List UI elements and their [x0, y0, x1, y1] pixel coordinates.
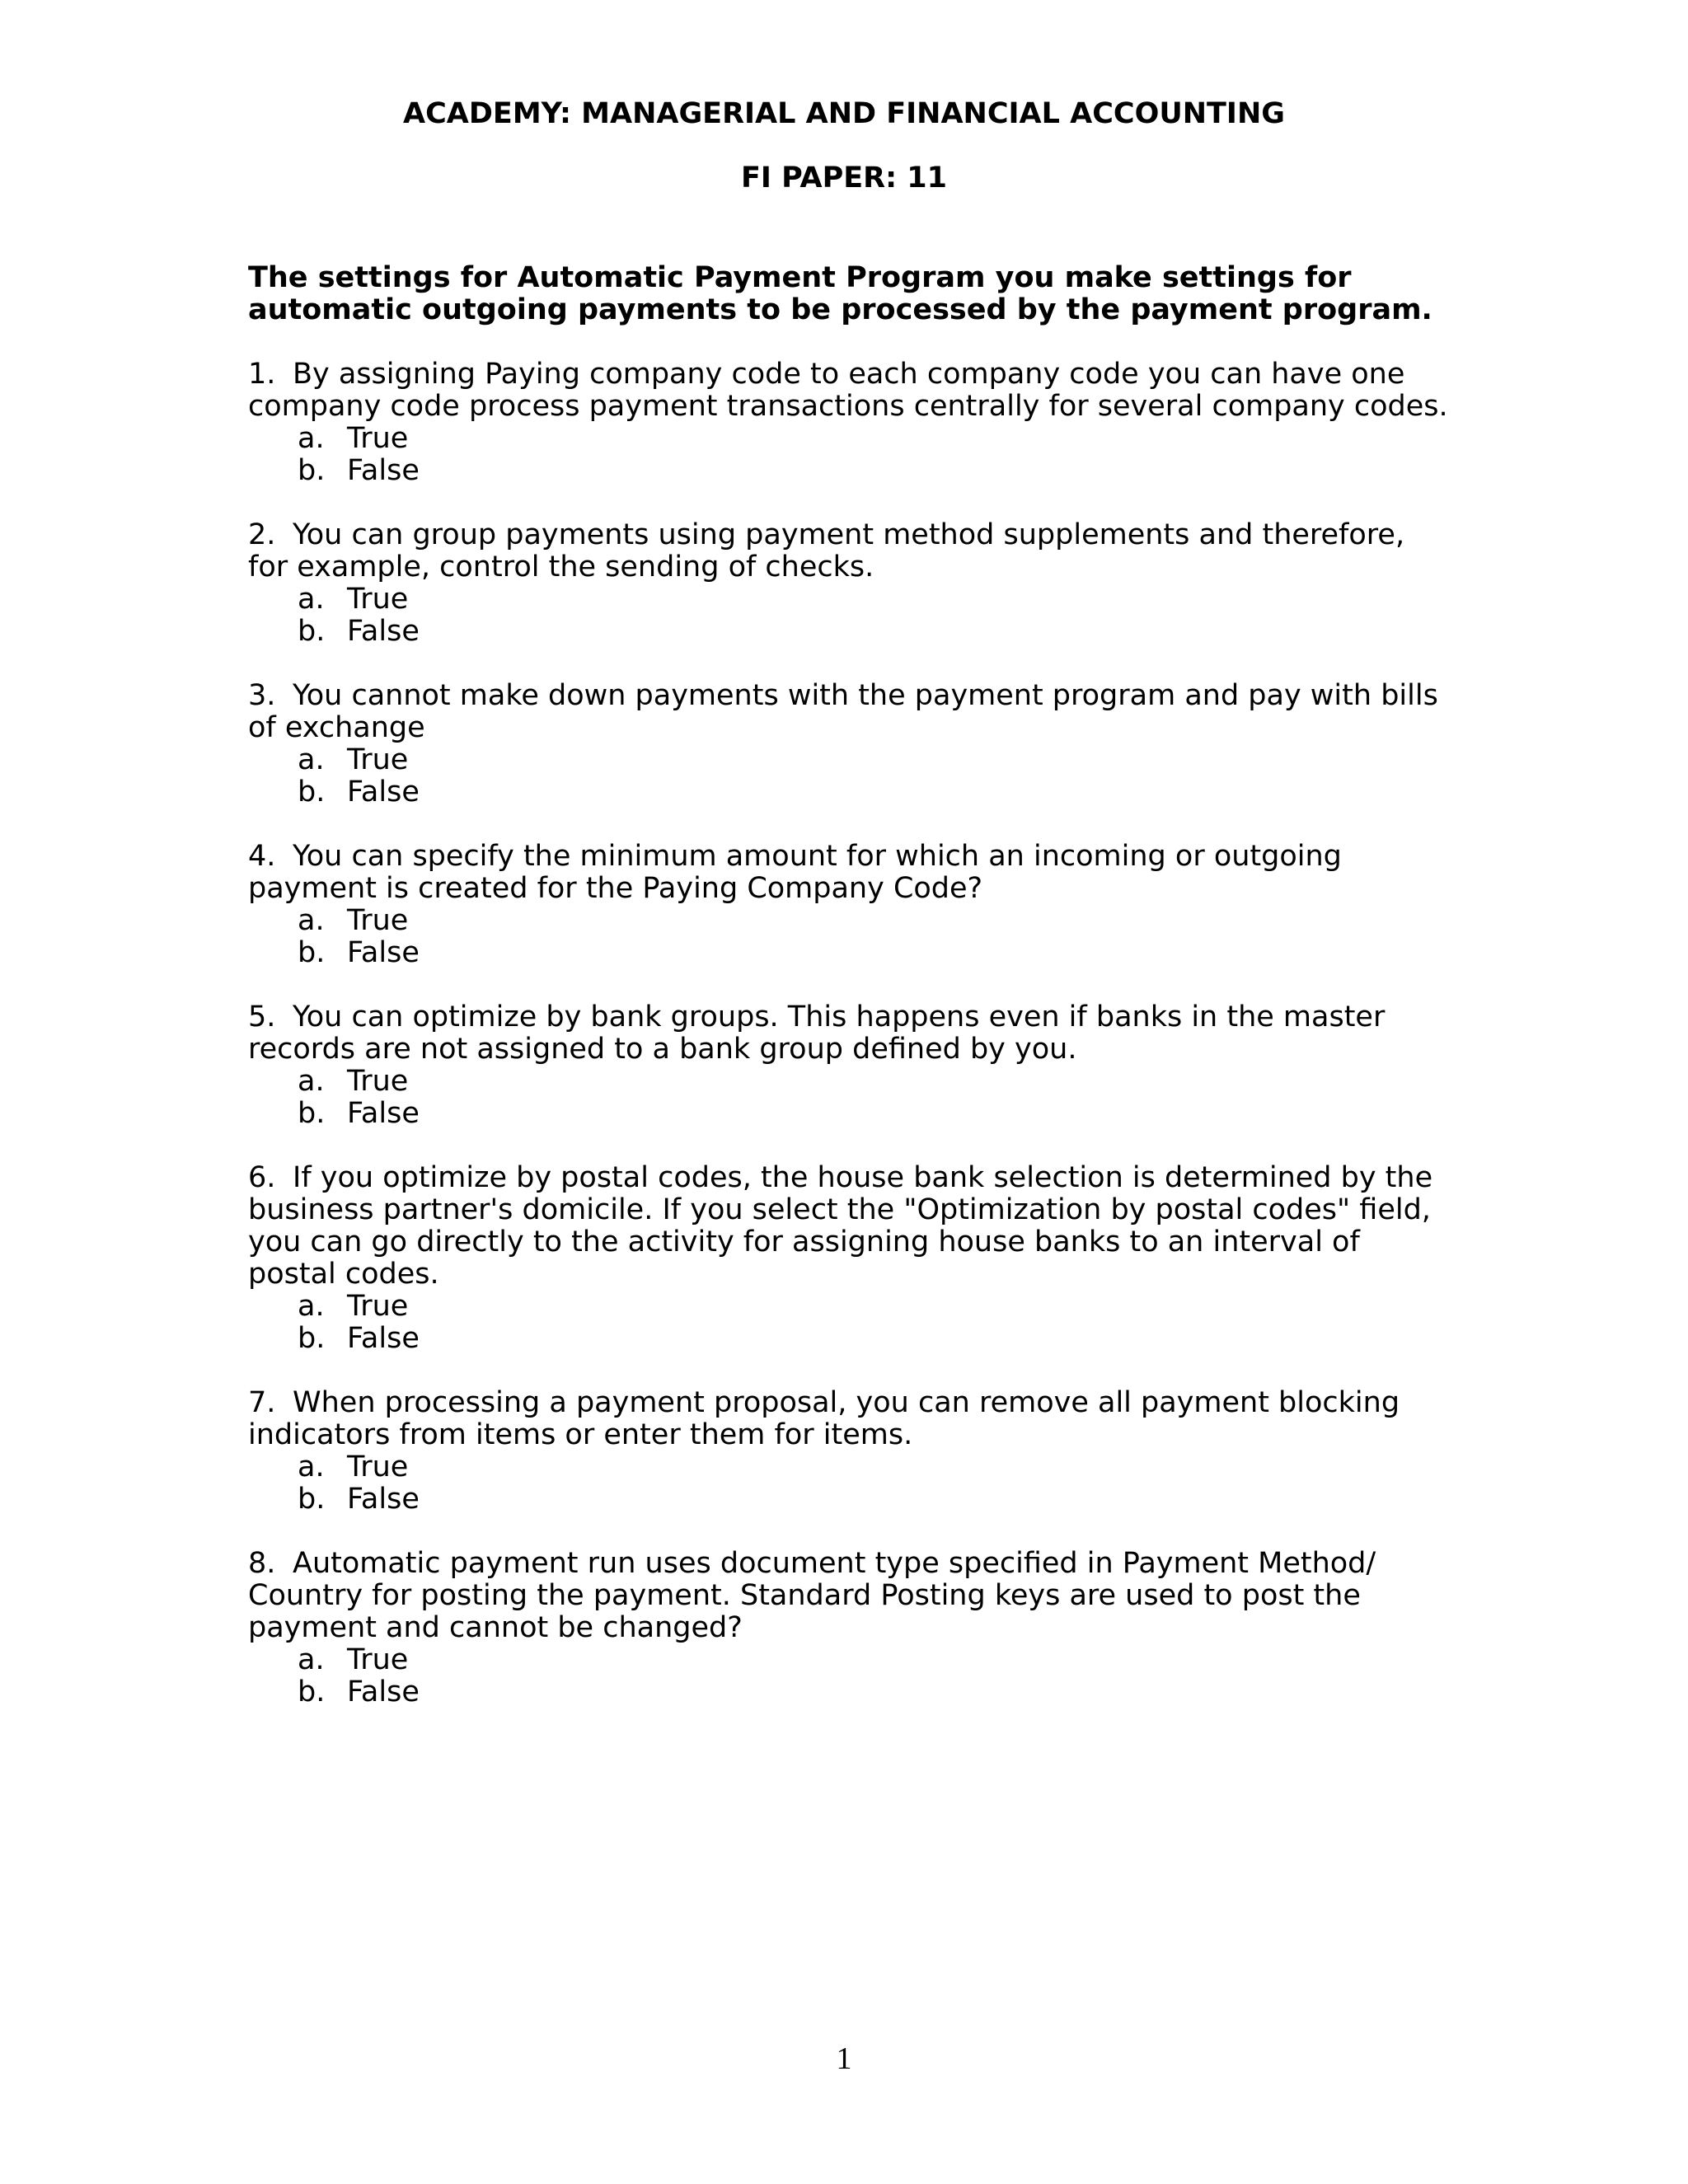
option-label: False [347, 1322, 420, 1355]
document-body [248, 262, 1451, 1741]
question-number: 7. [248, 1386, 276, 1419]
question-number: 3. [248, 679, 276, 712]
answer-option [298, 583, 1451, 616]
question-statement: By assigning Paying company code to each company code you can have one company code process payment transactions centrally for several company codes. [248, 358, 1448, 423]
answer-options [248, 1291, 1451, 1355]
option-label: True [347, 1643, 409, 1676]
option-letter: b. [298, 1322, 326, 1355]
option-letter: b. [298, 615, 326, 648]
option-label: False [347, 1097, 420, 1130]
question-item [248, 680, 1451, 808]
option-letter: b. [298, 1097, 326, 1130]
question-statement: You can group payments using payment method supplements and therefore, for example, control the sending of checks. [248, 518, 1405, 583]
answer-option [298, 1644, 1451, 1676]
question-number: 5. [248, 1001, 276, 1033]
question-text [248, 359, 1451, 423]
question-item [248, 519, 1451, 648]
paper-number: FI PAPER: 11 [740, 162, 948, 194]
option-label: True [347, 904, 409, 937]
option-label: True [347, 422, 409, 455]
intro-paragraph: The settings for Automatic Payment Program you make settings for automatic outgoing payments to be processed by the payment program. [248, 261, 1432, 326]
question-text [248, 1548, 1451, 1644]
option-letter: a. [298, 743, 325, 776]
answer-option [298, 744, 1451, 776]
answer-options [248, 423, 1451, 487]
answer-option [298, 455, 1451, 487]
document-title: ACADEMY: MANAGERIAL AND FINANCIAL ACCOUNTING [403, 97, 1285, 130]
option-letter: a. [298, 422, 325, 455]
question-list [248, 359, 1451, 1708]
option-letter: b. [298, 776, 326, 808]
option-label: True [347, 743, 409, 776]
page-number: 1 [836, 2041, 852, 2076]
answer-option [298, 1098, 1451, 1130]
option-letter: a. [298, 1451, 325, 1483]
option-letter: a. [298, 1290, 325, 1323]
question-statement: Automatic payment run uses document type specified in Payment Method/ Country for posting the payment. Standard Posting keys are used to post the payment and cannot be changed? [248, 1547, 1376, 1644]
option-label: False [347, 1675, 420, 1708]
answer-option [298, 616, 1451, 648]
question-item [248, 1001, 1451, 1130]
question-text [248, 1387, 1451, 1451]
answer-options [248, 583, 1451, 648]
option-label: True [347, 1290, 409, 1323]
answer-option [298, 423, 1451, 455]
option-letter: b. [298, 1675, 326, 1708]
question-number: 6. [248, 1161, 276, 1194]
option-letter: a. [298, 583, 325, 616]
option-letter: a. [298, 1643, 325, 1676]
answer-option [298, 1291, 1451, 1323]
question-statement: When processing a payment proposal, you can remove all payment blocking indicators from items or enter them for items. [248, 1386, 1400, 1451]
option-letter: b. [298, 454, 326, 487]
option-label: False [347, 1483, 420, 1516]
option-letter: a. [298, 904, 325, 937]
answer-option [298, 1066, 1451, 1098]
question-number: 4. [248, 840, 276, 873]
answer-options [248, 1644, 1451, 1708]
answer-options [248, 905, 1451, 969]
option-label: True [347, 1065, 409, 1098]
option-label: False [347, 936, 420, 969]
option-letter: a. [298, 1065, 325, 1098]
question-text [248, 1162, 1451, 1291]
answer-option [298, 1483, 1451, 1516]
question-number: 8. [248, 1547, 276, 1580]
question-item [248, 1162, 1451, 1355]
question-statement: You can specify the minimum amount for which an incoming or outgoing payment is created for the Paying Company Code? [248, 840, 1342, 905]
question-text [248, 680, 1451, 744]
option-letter: b. [298, 936, 326, 969]
question-number: 2. [248, 518, 276, 551]
answer-option [298, 1323, 1451, 1355]
answer-options [248, 744, 1451, 808]
option-label: False [347, 615, 420, 648]
question-text [248, 841, 1451, 905]
answer-option [298, 905, 1451, 937]
question-item [248, 1548, 1451, 1708]
question-text [248, 519, 1451, 583]
question-item [248, 1387, 1451, 1516]
answer-option [298, 776, 1451, 808]
answer-option [298, 937, 1451, 969]
question-text [248, 1001, 1451, 1066]
question-item [248, 359, 1451, 487]
answer-options [248, 1066, 1451, 1130]
question-statement: If you optimize by postal codes, the house bank selection is determined by the business partner's domicile. If you select the "Optimization by postal codes" field, you can go directly to the activity for assigning house banks to an interval of postal codes. [248, 1161, 1433, 1291]
question-item [248, 841, 1451, 969]
question-statement: You can optimize by bank groups. This happens even if banks in the master records are not assigned to a bank group defined by you. [248, 1001, 1386, 1066]
option-label: False [347, 454, 420, 487]
question-statement: You cannot make down payments with the payment program and pay with bills of exchange [248, 679, 1438, 744]
question-number: 1. [248, 358, 276, 391]
option-label: True [347, 583, 409, 616]
option-label: False [347, 776, 420, 808]
answer-options [248, 1451, 1451, 1516]
answer-option [298, 1451, 1451, 1483]
answer-option [298, 1676, 1451, 1708]
option-letter: b. [298, 1483, 326, 1516]
option-label: True [347, 1451, 409, 1483]
